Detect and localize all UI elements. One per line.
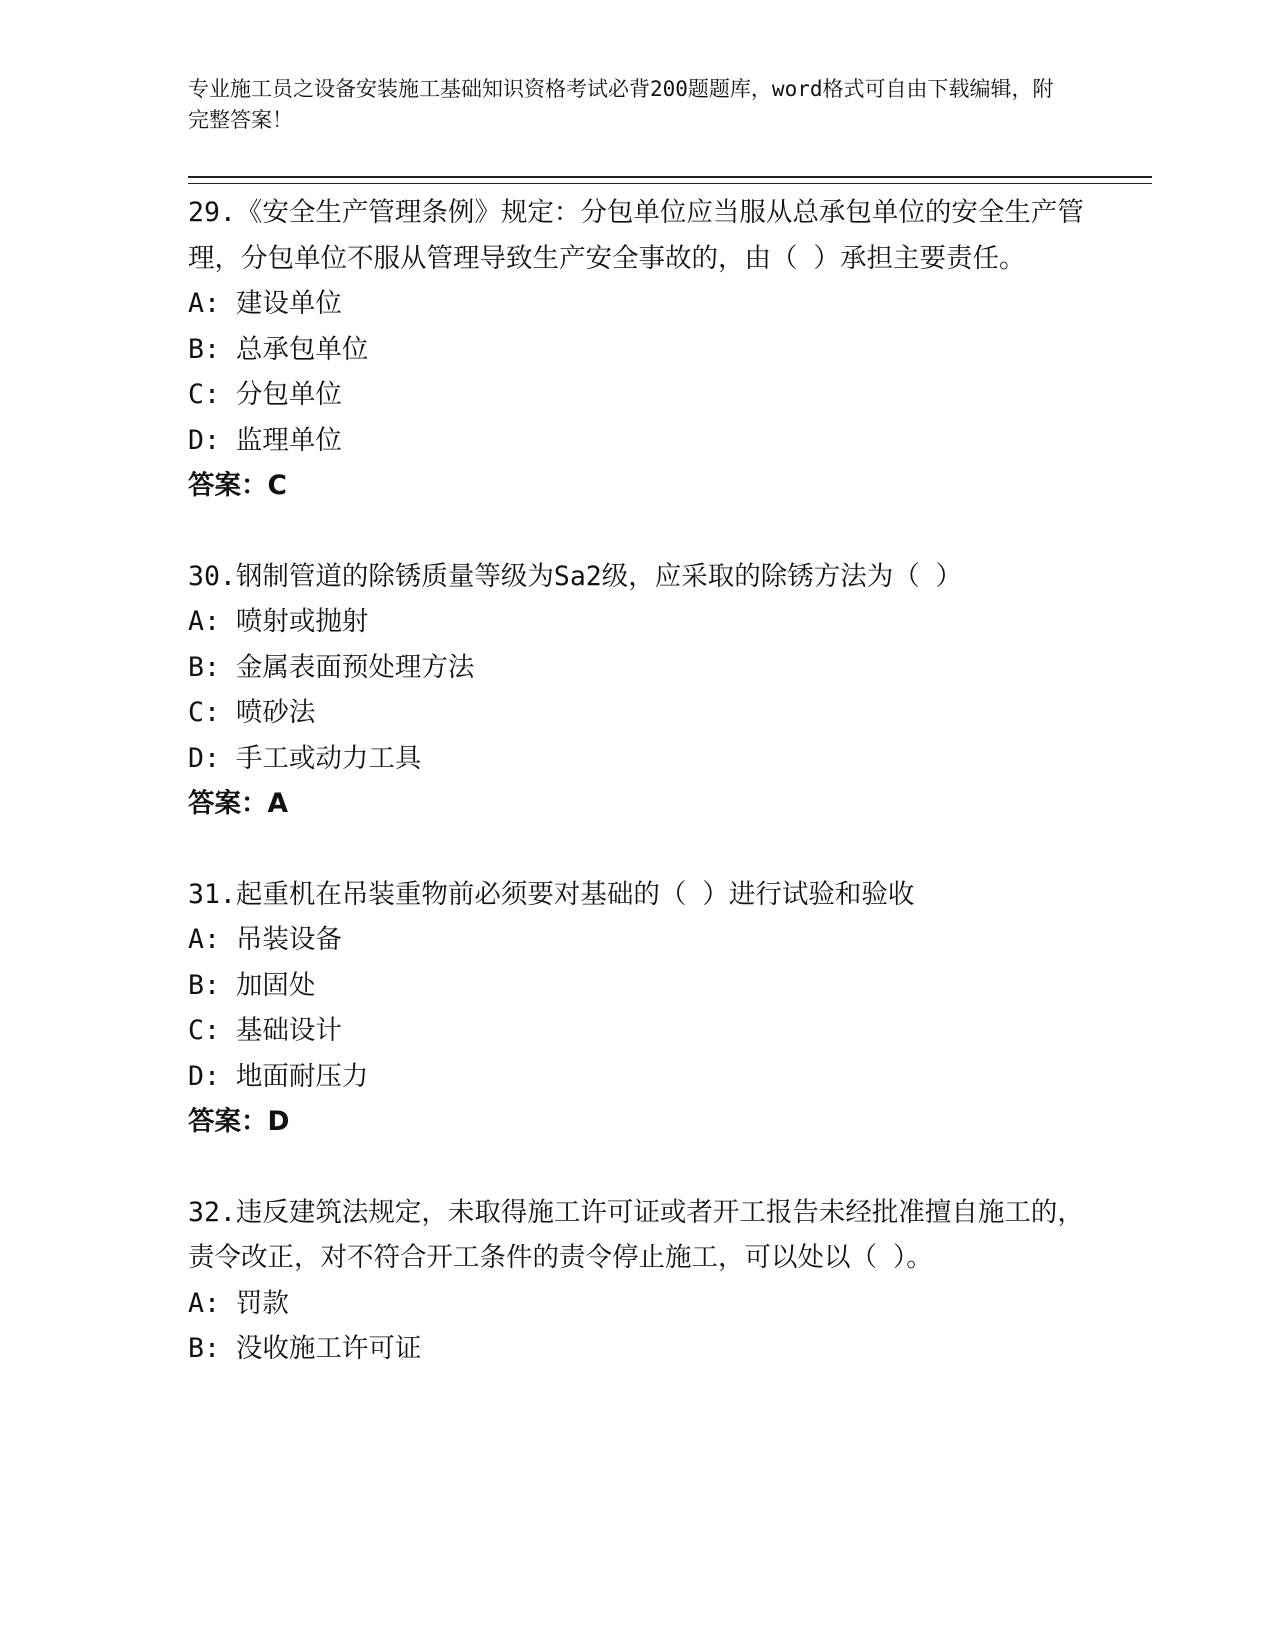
option-letter: C:: [188, 697, 220, 728]
question-stem: 31.起重机在吊装重物前必须要对基础的（ ）进行试验和验收: [188, 878, 915, 910]
option-text: 金属表面预处理方法: [235, 651, 475, 683]
option-letter: B:: [188, 1333, 220, 1364]
header-rule-thick: [188, 176, 1152, 178]
question-30: [188, 554, 1088, 827]
option-text: 分包单位: [235, 379, 342, 410]
option-letter: A:: [188, 606, 220, 637]
option-letter: A:: [188, 288, 220, 319]
option-d: [188, 736, 1088, 782]
option-letter: B:: [188, 651, 220, 683]
option-d: [188, 418, 1088, 464]
question-31: [188, 872, 1088, 1145]
option-letter: C:: [188, 379, 220, 410]
option-a: [188, 917, 1088, 963]
option-c: [188, 690, 1088, 736]
answer-line: 答案：A: [188, 788, 289, 819]
header-rule-thin: [188, 183, 1152, 184]
option-text: 建设单位: [235, 288, 342, 319]
question-29: [188, 190, 1088, 509]
option-b: [188, 645, 1088, 691]
option-a: [188, 281, 1088, 327]
option-letter: B:: [188, 333, 220, 365]
option-c: [188, 372, 1088, 418]
option-b: [188, 327, 1088, 373]
option-text: 监理单位: [235, 424, 342, 456]
option-b: [188, 1326, 1088, 1372]
option-letter: D:: [188, 1060, 220, 1092]
option-text: 喷射或抛射: [235, 606, 369, 637]
answer-line: 答案：D: [188, 1106, 290, 1137]
option-letter: A:: [188, 1287, 220, 1319]
option-text: 吊装设备: [235, 924, 342, 955]
option-text: 加固处: [235, 969, 316, 1001]
question-list: [188, 190, 1088, 1417]
option-text: 没收施工许可证: [235, 1333, 422, 1364]
option-text: 喷砂法: [235, 697, 316, 728]
question-stem: 32.违反建筑法规定，未取得施工许可证或者开工报告未经批准擅自施工的，责令改正，对不符合开工条件的责令停止施工，可以处以（ ）。: [188, 1196, 1084, 1273]
option-letter: A:: [188, 924, 220, 955]
option-text: 手工或动力工具: [235, 742, 422, 774]
option-letter: C:: [188, 1015, 220, 1046]
answer-line: 答案：C: [188, 470, 287, 501]
option-c: [188, 1008, 1088, 1054]
option-a: [188, 599, 1088, 645]
option-d: [188, 1054, 1088, 1100]
question-stem: 29.《安全生产管理条例》规定：分包单位应当服从总承包单位的安全生产管理，分包单位不服从管理导致生产安全事故的，由（ ）承担主要责任。: [188, 197, 1084, 274]
question-32: [188, 1190, 1088, 1372]
document-header: 专业施工员之设备安装施工基础知识资格考试必背200题题库，word格式可自由下载编辑，附完整答案！: [188, 77, 1054, 132]
option-text: 总承包单位: [235, 333, 369, 365]
option-b: [188, 963, 1088, 1009]
option-text: 地面耐压力: [235, 1060, 369, 1092]
option-letter: B:: [188, 969, 220, 1001]
option-text: 罚款: [235, 1287, 289, 1319]
option-text: 基础设计: [235, 1015, 342, 1046]
question-stem: 30.钢制管道的除锈质量等级为Sa2级，应采取的除锈方法为（ ）: [188, 560, 963, 592]
option-letter: D:: [188, 424, 220, 456]
option-a: [188, 1281, 1088, 1327]
option-letter: D:: [188, 742, 220, 774]
